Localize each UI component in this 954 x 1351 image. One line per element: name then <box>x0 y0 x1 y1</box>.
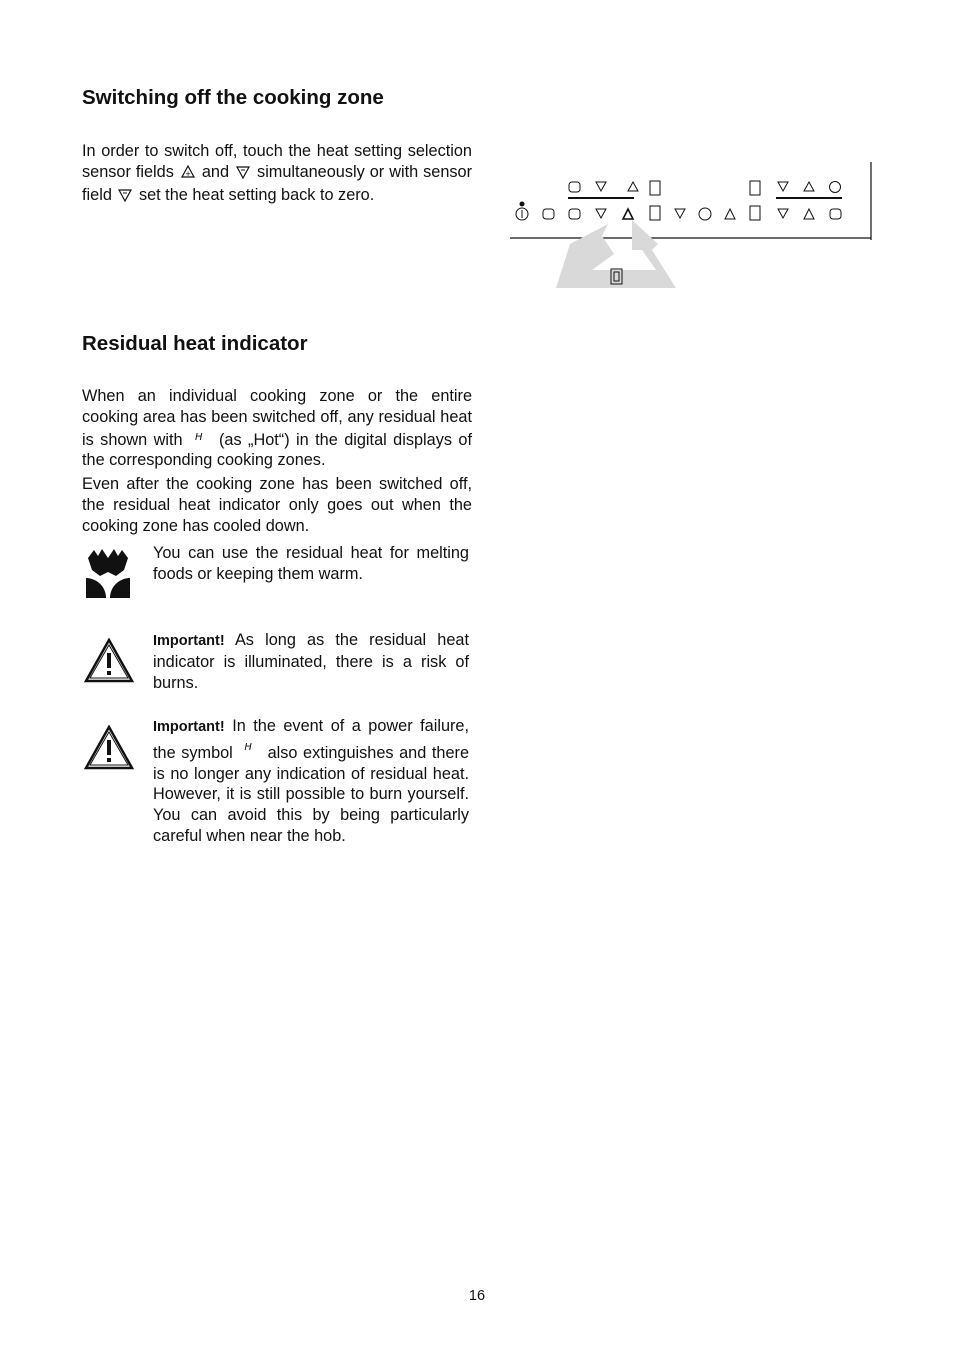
warning-2-text <box>153 716 469 847</box>
residual-heat-paragraph-1 <box>82 386 472 471</box>
switch-off-text-c: set the heat setting back to zero. <box>138 185 375 204</box>
tulip-eco-icon <box>84 548 132 605</box>
minus-sensor-icon <box>118 187 132 208</box>
warning-triangle-icon <box>84 638 134 689</box>
residual-text-a: When an individual cooking zone or the entire cooking area has been switched off, any residual heat is shown with <box>82 387 472 449</box>
eco-tip-text: You can use the residual heat for melting foods or keeping them warm. <box>153 544 469 583</box>
warning-1-text <box>153 630 469 693</box>
residual-text-b: (as „Hot“) in the digital displays of the corresponding cooking zones. <box>82 430 472 470</box>
warning-1-body: As long as the residual heat indicator is illuminated, there is a risk of burns. <box>153 631 469 692</box>
switch-off-text-a: In order to switch off, touch the heat setting selection sensor fields <box>82 142 472 181</box>
touch-arrows-graphic <box>556 220 676 288</box>
warning-triangle-icon <box>84 725 134 776</box>
warning-2-body-a: In the event of a power failure, the symbol <box>153 717 469 762</box>
switch-off-text-b: simultaneously or with sensor field <box>82 162 473 204</box>
residual-heat-symbol: H <box>195 431 203 443</box>
svg-text:+: + <box>184 169 191 178</box>
residual-heat-paragraph-2: Even after the cooking zone has been switched off, the residual heat indicator only goes out when the cooking zone has cooled down. <box>82 475 472 535</box>
control-panel-diagram <box>508 158 878 298</box>
section-heading-switching-off: Switching off the cooking zone <box>82 86 384 109</box>
plus-sensor-icon <box>181 164 195 185</box>
residual-heat-symbol: H <box>244 741 252 753</box>
section-heading-residual-heat: Residual heat indicator <box>82 332 308 355</box>
warning-2-label: Important! <box>153 719 225 735</box>
minus-sensor-icon <box>236 164 250 185</box>
warning-1-label: Important! <box>153 633 225 649</box>
warning-2-body-b: also extinguishes and there is no longer any indication of residual heat. However, it is still possible to burn yourself. You can avoid this by being particularly careful when near the hob. <box>153 743 470 845</box>
page-number: 16 <box>468 1288 486 1304</box>
switch-off-paragraph <box>82 141 472 207</box>
switch-off-text-and: and <box>201 162 230 181</box>
